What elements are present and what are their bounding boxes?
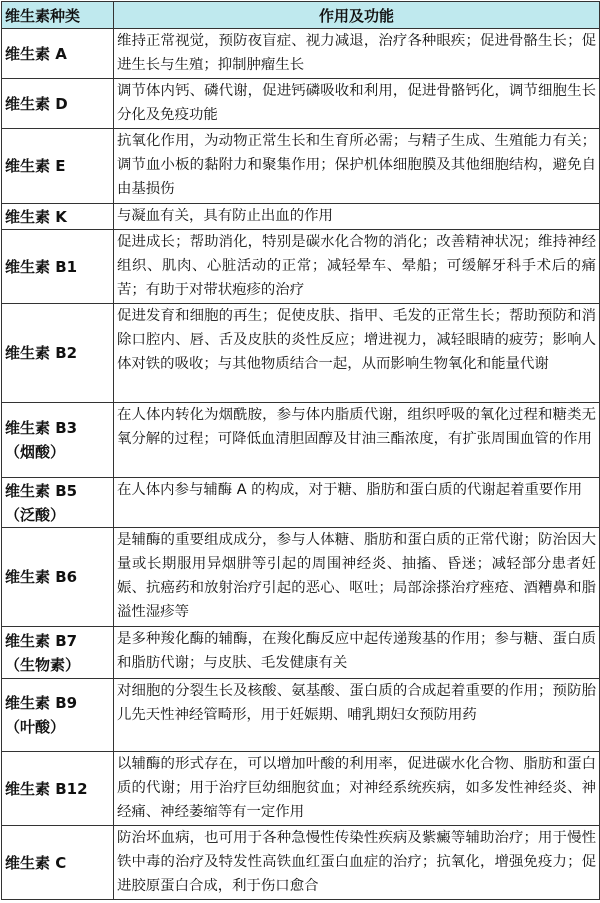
vitamin-name [2,79,114,129]
vitamin-name [2,528,114,627]
table-row [2,826,600,900]
vitamin-alias: （烟酸） [5,443,66,461]
vitamin-name-main: 维生素 B1 [5,257,78,276]
vitamin-function: 促进发育和细胞的再生；促使皮肤、指甲、毛发的正常生长；帮助预防和消除口腔内、唇、舌及皮肤的炎性反应；增进视力，减轻眼睛的疲劳；影响人体对铁的吸收；与其他物质结合一起，从而影响生物氧化和能量代谢 [114,304,600,403]
vitamin-function: 在人体内转化为烟酰胺，参与体内脂质代谢，组织呼吸的氧化过程和糖类无氧分解的过程；可降低血清胆固醇及甘油三酯浓度，有扩张周围血管的作用 [114,403,600,478]
table-row [2,129,600,204]
vitamin-function: 维持正常视觉，预防夜盲症、视力减退，治疗各种眼疾；促进骨骼生长；促进生长与生殖；抑制肿瘤生长 [114,29,600,79]
vitamin-name-main: 维生素 D [5,94,68,113]
table-row [2,478,600,528]
vitamin-name-main: 维生素 K [5,207,67,226]
vitamin-function: 防治坏血病，也可用于各种急慢性传染性疾病及紫癜等辅助治疗；用于慢性铁中毒的治疗及特发性高铁血红蛋白血症的治疗；抗氧化，增强免疫力；促进胶原蛋白合成，利于伤口愈合 [114,826,600,900]
vitamin-name-main: 维生素 B6 [5,568,78,586]
table-row [2,679,600,752]
table-header-row [2,2,600,29]
vitamin-function: 对细胞的分裂生长及核酸、氨基酸、蛋白质的合成起着重要的作用；预防胎儿先天性神经管畸形，用于妊娠期、哺乳期妇女预防用药 [114,679,600,752]
vitamin-name-main: 维生素 B3 [5,419,78,437]
table-row [2,528,600,627]
table-row [2,403,600,478]
vitamin-name-main: 维生素 A [5,44,67,63]
vitamin-name [2,478,114,528]
table-row [2,79,600,129]
header-vitamin-type: 维生素种类 [2,2,114,29]
vitamin-name-main: 维生素 C [5,853,67,872]
vitamin-name [2,752,114,826]
table-row [2,204,600,230]
vitamin-function: 在人体内参与辅酶 A 的构成，对于糖、脂肪和蛋白质的代谢起着重要作用 [114,478,600,528]
vitamin-name [2,230,114,304]
table-row [2,627,600,679]
vitamin-function: 抗氧化作用，为动物正常生长和生育所必需；与精子生成、生殖能力有关；调节血小板的黏附力和聚集作用；保护机体细胞膜及其他细胞结构，避免自由基损伤 [114,129,600,204]
table-row [2,752,600,826]
table-row [2,230,600,304]
vitamin-function: 以辅酶的形式存在，可以增加叶酸的利用率，促进碳水化合物、脂肪和蛋白质的代谢；用于治疗巨幼细胞贫血；对神经系统疾病，如多发性神经炎、神经痛、神经萎缩等有一定作用 [114,752,600,826]
vitamin-function: 与凝血有关，具有防止出血的作用 [114,204,600,230]
table-row [2,29,600,79]
vitamin-alias: （叶酸） [5,718,66,736]
vitamin-name-main: 维生素 B2 [5,344,78,362]
vitamin-name [2,204,114,230]
table-row [2,304,600,403]
vitamin-alias: （生物素） [5,655,81,674]
vitamin-name [2,304,114,403]
vitamin-name [2,627,114,679]
vitamin-alias: （泛酸） [5,505,66,524]
vitamin-name-main: 维生素 B12 [5,779,88,798]
vitamin-name-main: 维生素 B7 [5,631,78,650]
header-function: 作用及功能 [114,2,600,29]
vitamin-function: 调节体内钙、磷代谢，促进钙磷吸收和利用，促进骨骼钙化，调节细胞生长分化及免疫功能 [114,79,600,129]
vitamin-name [2,29,114,79]
vitamin-table [1,1,600,900]
vitamin-name [2,826,114,900]
vitamin-name-main: 维生素 E [5,157,66,175]
vitamin-function: 是辅酶的重要组成成分，参与人体糖、脂肪和蛋白质的正常代谢；防治因大量或长期服用异烟肼等引起的周围神经炎、抽搐、昏迷；减轻部分患者妊娠、抗癌药和放射治疗引起的恶心、呕吐；局部涂搽治疗痤疮、酒糟鼻和脂溢性湿疹等 [114,528,600,627]
vitamin-function: 是多种羧化酶的辅酶，在羧化酶反应中起传递羧基的作用；参与糖、蛋白质和脂肪代谢；与皮肤、毛发健康有关 [114,627,600,679]
vitamin-name [2,129,114,204]
vitamin-function: 促进成长；帮助消化，特别是碳水化合物的消化；改善精神状况；维持神经组织、肌肉、心脏活动的正常；减轻晕车、晕船；可缓解牙科手术后的痛苦；有助于对带状疱疹的治疗 [114,230,600,304]
vitamin-name-main: 维生素 B5 [5,481,78,500]
vitamin-name [2,679,114,752]
vitamin-name [2,403,114,478]
vitamin-name-main: 维生素 B9 [5,694,78,712]
